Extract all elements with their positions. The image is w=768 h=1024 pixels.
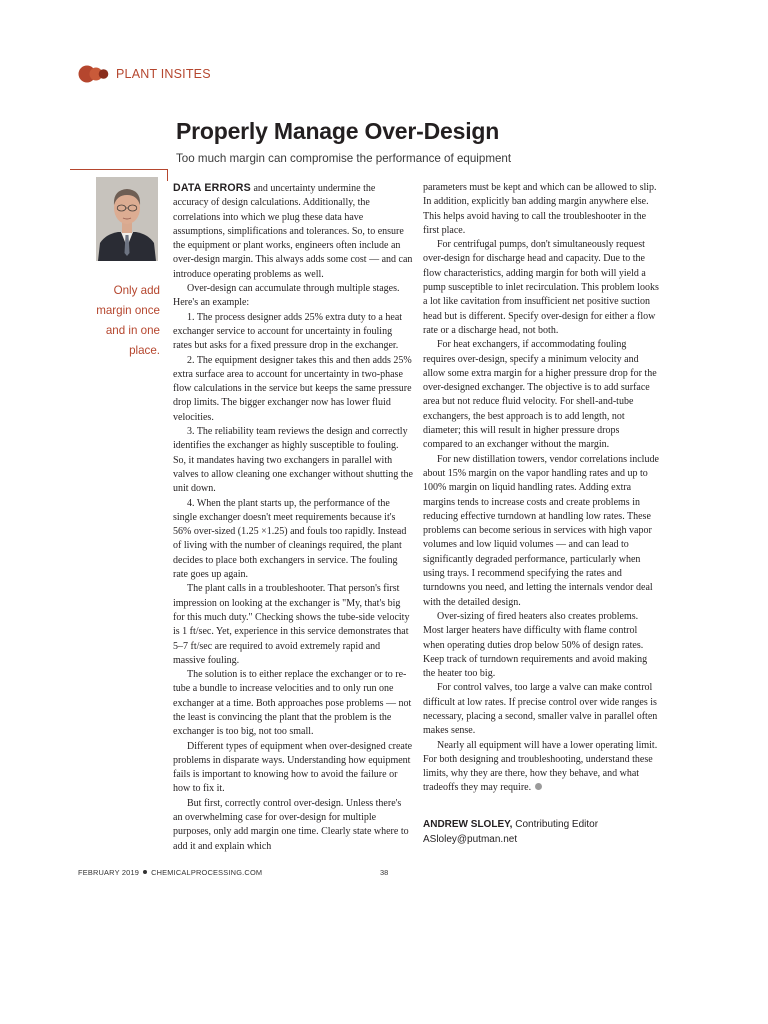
paragraph <box>423 739 660 796</box>
paragraph: 4. When the plant starts up, the performance of the single exchanger doesn't meet requirements because it's 56% over-sized (1.25 ×1.25) and fouls too rapidly. Instead of living with the number of cleanings required, the plant decides to place both exchangers in service. The fouling rate goes up again. <box>173 497 407 581</box>
paragraph: For control valves, too large a valve can make control difficult at low rates. If precise control over wide ranges is necessary, placing a second, smaller valve in parallel often makes sense. <box>423 682 658 737</box>
paragraph: parameters must be kept and which can be allowed to slip. In addition, explicitly ban adding margin anywhere else. This helps avoid having to call the troubleshooter in the first place. <box>423 182 657 236</box>
paragraph: For new distillation towers, vendor correlations include about 15% margin on the vapor handling rates and up to 100% margin on liquid handling rates. Adding extra margins tends to increase costs and create problems in reducing effective turndown at handling low rates. These problems can become serious in services with high vapor volumes and low liquid volumes — and can lead to significantly degraded performance, particularly when using trays. I recommend specifying the rates and turndowns you need, and letting the internals vendor deal with the detailed design. <box>423 453 659 608</box>
page-number: 38 <box>380 868 389 877</box>
article-subtitle: Too much margin can compromise the performance of equipment <box>176 152 512 165</box>
author-role: Contributing Editor <box>512 819 599 830</box>
section-name: PLANT INSITES <box>116 67 211 81</box>
byline <box>423 817 598 847</box>
pull-quote-line: place. <box>129 344 160 357</box>
paragraph <box>173 181 413 282</box>
author-email[interactable]: ASloley@putman.net <box>423 834 518 845</box>
pull-quote-line: Only add <box>113 284 160 297</box>
pull-quote-line: margin once <box>96 304 160 317</box>
paragraph: 1. The process designer adds 25% extra duty to a heat exchanger service to account for uncertainty in fouling rates but asks for a fixed pressure drop in the exchanger. <box>173 311 403 352</box>
pull-quote-line: and in one <box>105 324 160 337</box>
paragraph-text: Nearly all equipment will have a lower operating limit. For both designing and troubleshooting, understand these limits, why they are there, how they behave, and what tradeoffs they may require. <box>423 739 658 794</box>
paragraph: 3. The reliability team reviews the design and correctly identifies the exchanger as highly susceptible to fouling. So, it mandates having two exchangers in parallel with valves to allow cleaning one exchanger without shutting the unit down. <box>173 426 413 495</box>
author-name: ANDREW SLOLEY, <box>423 819 513 830</box>
separator-dot-icon <box>143 870 147 874</box>
article-title: Properly Manage Over-Design <box>176 118 500 144</box>
paragraph: 2. The equipment designer takes this and then adds 25% extra surface area to account for uncertainty in two-phase flow calculations in the service but keeps the same pressure drop limits. The bigger exchanger now has lower fluid velocities. <box>173 354 412 423</box>
brand-logo-icon <box>78 65 112 83</box>
paragraph: The solution is to either replace the exchanger or to re-tube a bundle to increase velocities and to only run one exchanger at a time. Both approaches pose problems — not the least is convincing the plant that the problem is the exchanger is too big, not too small. <box>173 669 412 738</box>
paragraph: Over-design can accumulate through multiple stages. Here's an example: <box>173 283 400 309</box>
paragraph: For centrifugal pumps, don't simultaneously request over-design for discharge head and capacity. Due to the flow characteristics, adding margin for both will yield a pump susceptible to inlet recirculation. This problem looks a lot like cavitation from insufficient net positive suction head but is different. Specify over-design for either a flow rate or a discharge head, not both. <box>423 239 659 336</box>
section-header <box>78 64 211 84</box>
lead-in: DATA ERRORS <box>173 182 251 194</box>
page-footer <box>78 868 262 877</box>
issue-date: FEBRUARY 2019 <box>78 868 140 877</box>
paragraph: For heat exchangers, if accommodating fouling requires over-design, specify a minimum velocity and allow some extra margin for a higher pressure drop for the over-designed exchanger. The objective is to add surface area but not reduce fluid velocity. For shell-and-tube exchangers, the best approach is to add length, not diameter; this will result in higher pressure drops compared to an exchanger without the margin. <box>423 339 657 451</box>
author-photo <box>96 177 158 261</box>
paragraph-text: and uncertainty undermine the accuracy of design calculations. Additionally, the correlations into which we plug these data have assumptions, simplifications and tolerances. So, to ensure the equipment or plant works, engineers often include an over-design margin. This always adds some cost — and can introduce operating problems as well. <box>173 183 413 280</box>
paragraph: But first, correctly control over-design. Unless there's an overwhelming case for over-design for multiple purposes, only add margin one time. Clearly state where to add it and explain which <box>173 797 409 852</box>
accent-rule-horizontal <box>70 169 168 170</box>
article-column-2 <box>423 181 660 796</box>
accent-rule-vertical <box>167 169 168 181</box>
site-url[interactable]: CHEMICALPROCESSING.COM <box>151 868 263 877</box>
paragraph: Over-sizing of fired heaters also creates problems. Most larger heaters have difficulty with flame control when operating duties drop below 50% of design rates. Keep track of turndown requirements and avoid making the heater too big. <box>423 610 648 680</box>
pull-quote <box>76 281 160 361</box>
article-column-1 <box>173 181 413 854</box>
paragraph: Different types of equipment when over-designed create problems in disparate ways. Understanding how equipment fails is important to knowing how to avoid the failure or how to fix it. <box>173 740 413 795</box>
end-mark-icon <box>535 783 542 790</box>
paragraph: The plant calls in a troubleshooter. That person's first impression on looking at the exchanger is "My, that's big for this much duty." Checking shows the tube-side velocity is 1 ft/sec. Yet, experience in this service demonstrates that 5–7 ft/sec are required to avoid extremely rapid and massive fouling. <box>173 583 410 666</box>
